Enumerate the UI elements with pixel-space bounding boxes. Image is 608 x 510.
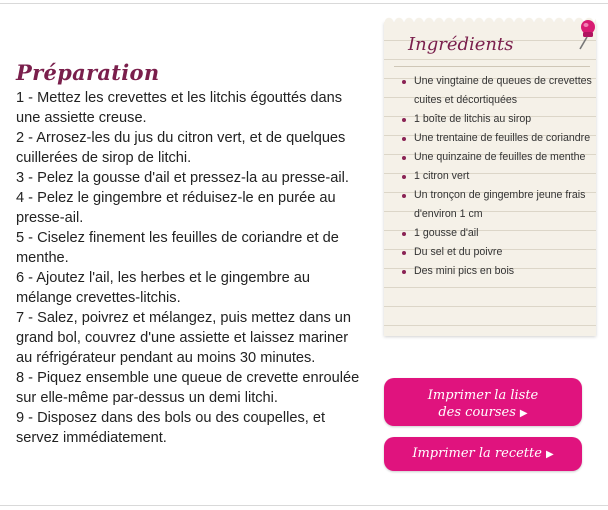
print-list-label-line2: des courses bbox=[438, 405, 516, 420]
preparation-steps bbox=[16, 88, 366, 448]
ingredients-divider bbox=[394, 66, 590, 67]
step-item: 1 - Mettez les crevettes et les litchis égouttés dans une assiette creuse. bbox=[16, 90, 343, 126]
print-shopping-list-button[interactable] bbox=[384, 378, 582, 426]
ingredients-list bbox=[394, 72, 594, 281]
step-item: 9 - Disposez dans des bols ou des coupelles, et servez immédiatement. bbox=[16, 410, 326, 446]
ingredient-item: Une vingtaine de queues de crevettes cuites et décortiquées bbox=[394, 72, 594, 110]
print-recipe-label: Imprimer la recette bbox=[412, 446, 542, 461]
ingredient-item: Du sel et du poivre bbox=[394, 243, 594, 262]
ingredient-item: Des mini pics en bois bbox=[394, 262, 594, 281]
ingredients-title: Ingrédients bbox=[408, 34, 514, 55]
preparation-title: Préparation bbox=[16, 60, 160, 86]
arrow-right-icon: ▶ bbox=[519, 408, 528, 419]
ingredients-card bbox=[384, 22, 596, 336]
ingredient-item: Une trentaine de feuilles de coriandre bbox=[394, 129, 594, 148]
step-item: 2 - Arrosez-les du jus du citron vert, et de quelques cuillerées de sirop de litchi. bbox=[16, 130, 346, 166]
step-item: 5 - Ciselez finement les feuilles de coriandre et de menthe. bbox=[16, 230, 339, 266]
step-item: 7 - Salez, poivrez et mélangez, puis mettez dans un grand bol, couvrez d'une assiette et laissez mariner au réfrigérateur pendant au moins 30 minutes. bbox=[16, 310, 352, 366]
step-item: 8 - Piquez ensemble une queue de crevette enroulée sur elle-même par-dessus un demi litchi. bbox=[16, 370, 360, 406]
top-divider bbox=[0, 3, 608, 4]
arrow-right-icon: ▶ bbox=[545, 449, 554, 460]
print-recipe-button[interactable] bbox=[384, 437, 582, 471]
step-item: 4 - Pelez le gingembre et réduisez-le en purée au presse-ail. bbox=[16, 190, 336, 226]
print-list-label-line1: Imprimer la liste bbox=[427, 388, 539, 403]
ingredient-item: Un tronçon de gingembre jeune frais d'environ 1 cm bbox=[394, 186, 594, 224]
ingredient-item: 1 citron vert bbox=[394, 167, 594, 186]
ingredient-item: 1 boîte de litchis au sirop bbox=[394, 110, 594, 129]
step-item: 3 - Pelez la gousse d'ail et pressez-la au presse-ail. bbox=[16, 170, 349, 186]
ingredient-item: 1 gousse d'ail bbox=[394, 224, 594, 243]
pushpin-icon bbox=[574, 18, 600, 52]
step-item: 6 - Ajoutez l'ail, les herbes et le gingembre au mélange crevettes-litchis. bbox=[16, 270, 311, 306]
bottom-divider bbox=[0, 505, 608, 506]
ingredient-item: Une quinzaine de feuilles de menthe bbox=[394, 148, 594, 167]
